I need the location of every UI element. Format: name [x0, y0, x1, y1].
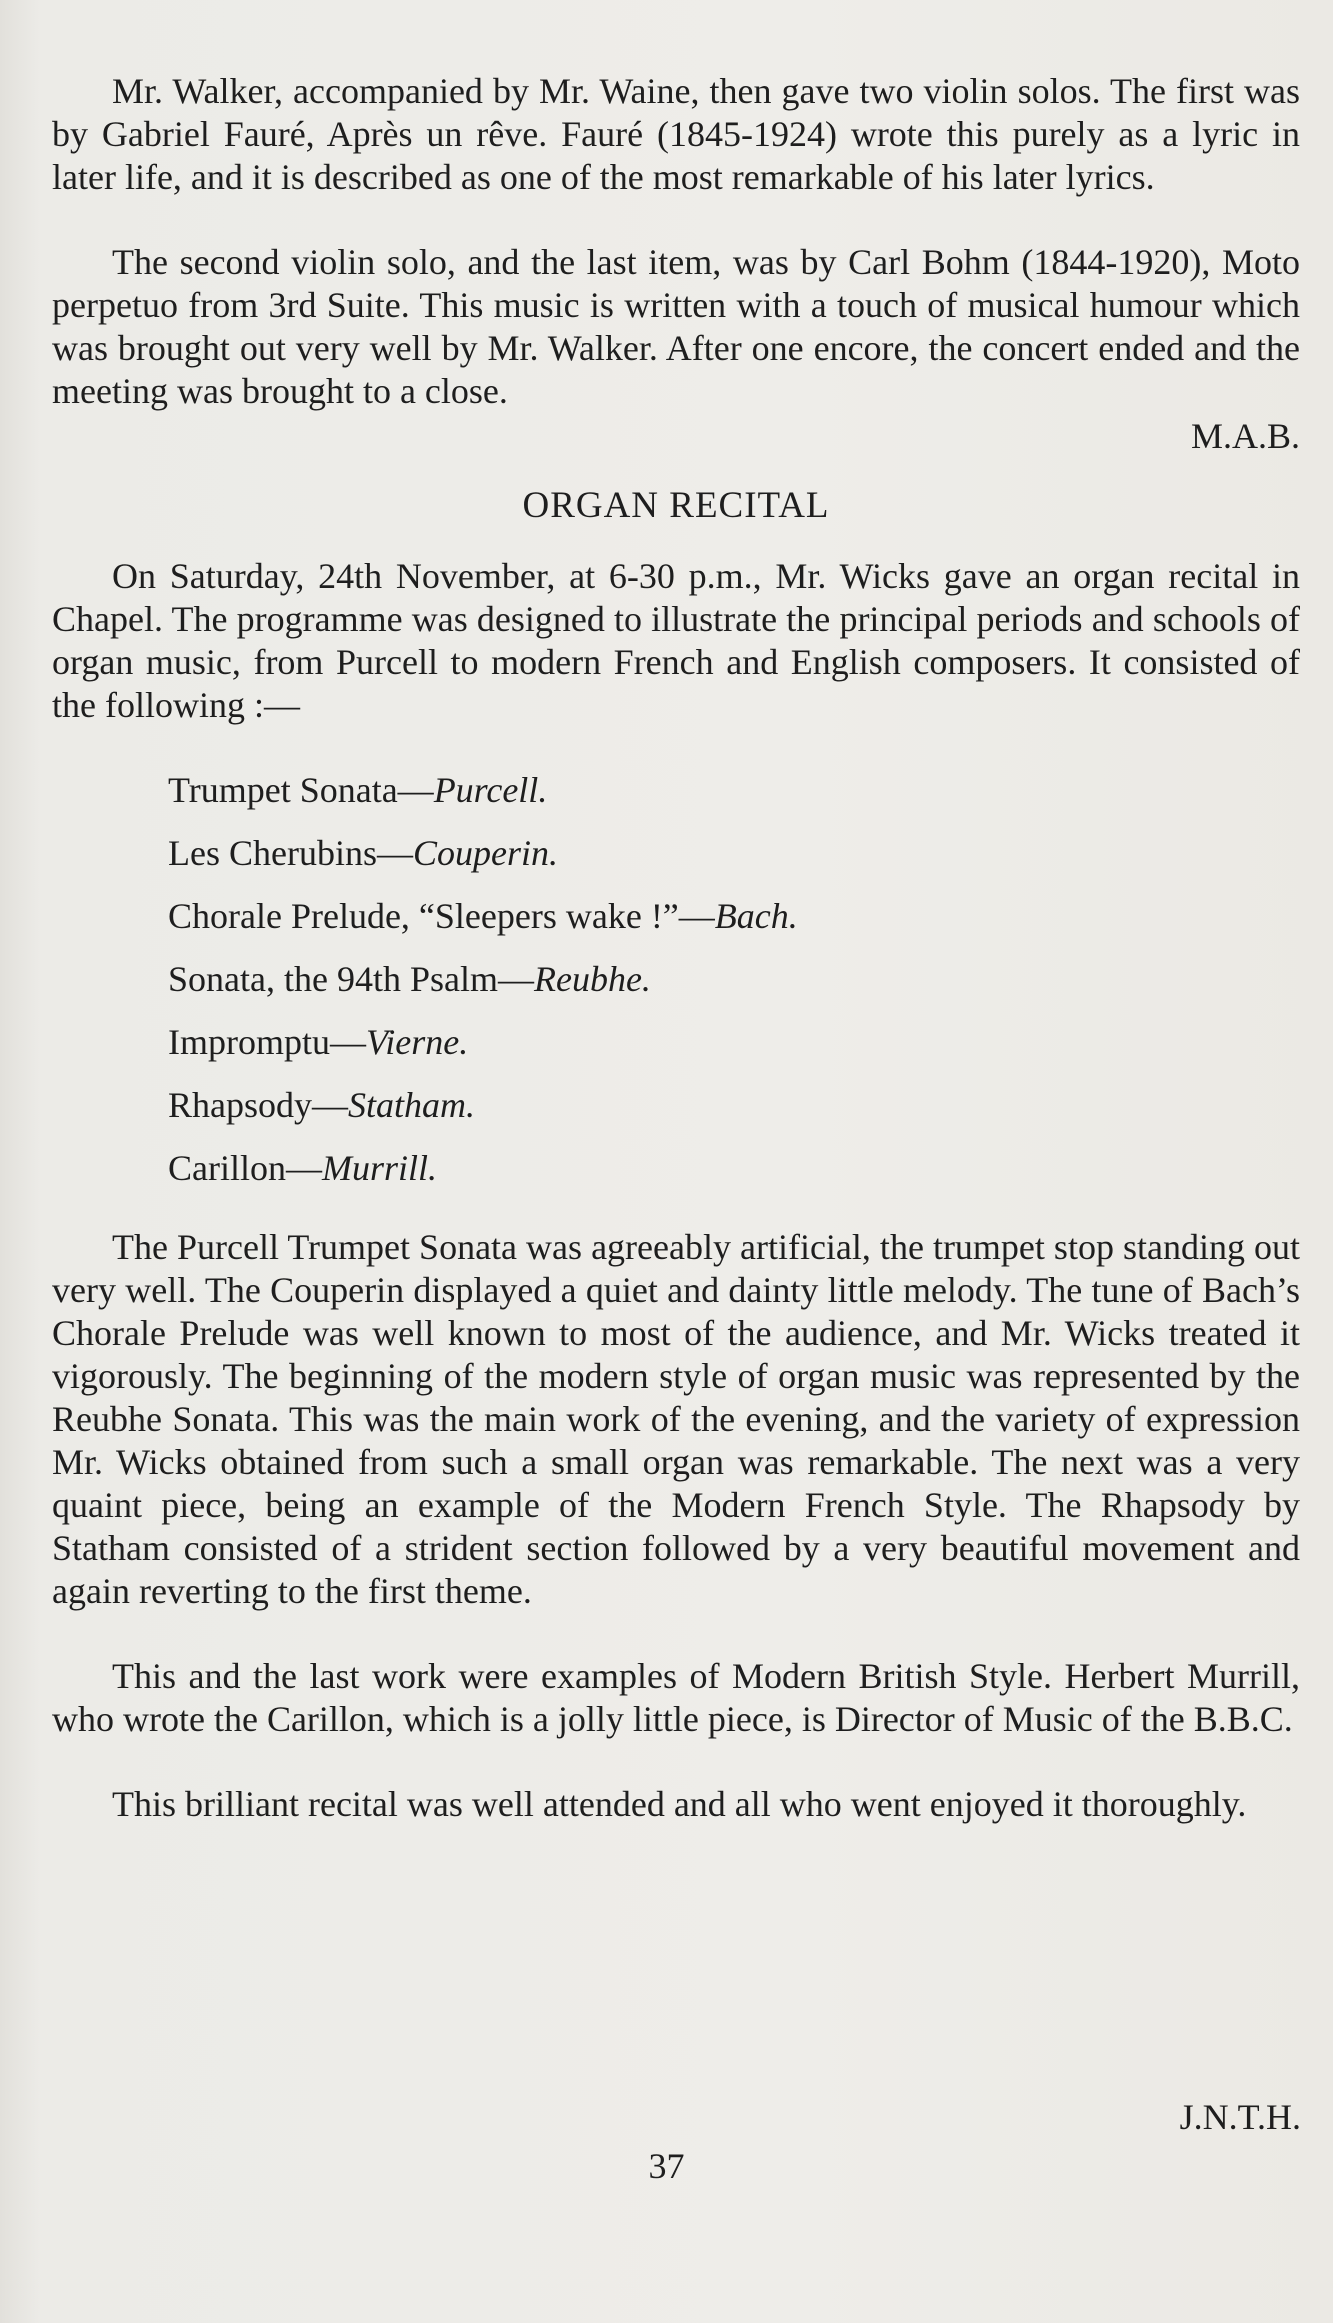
violin-solos-paragraph: Mr. Walker, accompanied by Mr. Waine, then gave two violin solos. The first was by Gabriel Fauré, Après un rêve. Fauré (1845-1924) wrote this purely as a lyric in later life, and it is described as one of the most remarkable of his later lyrics. [52, 71, 1300, 197]
programme-piece: Impromptu— [168, 1022, 366, 1062]
programme-item [168, 832, 1300, 875]
programme-item [168, 958, 1300, 1001]
closing-paragraph: This brilliant recital was well attended and all who went enjoyed it thoroughly. [112, 1784, 1247, 1824]
second-violin-solo-paragraph: The second violin solo, and the last item, was by Carl Bohm (1844-1920), Moto perpetuo from 3rd Suite. This music is written with a touch of musical humour which was brought out very well by Mr. Walker. After one encore, the concert ended and the meeting was brought to a close. [52, 242, 1300, 411]
section-heading-organ-recital: ORGAN RECITAL [522, 485, 830, 526]
programme-composer: Couperin. [412, 833, 558, 873]
recital-review-paragraph: The Purcell Trumpet Sonata was agreeably artificial, the trumpet stop standing out very well. The Couperin displayed a quiet and dainty little melody. The tune of Bach’s Chorale Prelude was well known to most of the audience, and Mr. Wicks treated it vigorously. The beginning of the modern style of organ music was represented by the Reubhe Sonata. This was the main work of the evening, and the variety of expression Mr. Wicks obtained from such a small organ was remarkable. The next was a very quaint piece, being an example of the Modern French Style. The Rhapsody by Statham consisted of a strident section followed by a very beautiful movement and again reverting to the first theme. [52, 1227, 1300, 1611]
programme-piece: Les Cherubins— [168, 833, 413, 873]
programme-list [52, 769, 1300, 1190]
programme-piece: Sonata, the 94th Psalm— [168, 959, 534, 999]
programme-composer: Statham. [348, 1085, 476, 1125]
programme-composer: Vierne. [365, 1022, 469, 1062]
modern-british-paragraph: This and the last work were examples of Modern British Style. Herbert Murrill, who wrote the Carillon, which is a jolly little piece, is Director of Music of the B.B.C. [52, 1656, 1300, 1739]
signature-mab: M.A.B. [1190, 416, 1300, 456]
programme-piece: Rhapsody— [168, 1085, 348, 1125]
programme-composer: Reubhe. [533, 959, 651, 999]
programme-composer: Murrill. [321, 1148, 437, 1188]
programme-composer: Purcell. [433, 770, 548, 810]
signature-jnth: J.N.T.H. [1179, 2097, 1301, 2137]
programme-piece: Carillon— [168, 1148, 322, 1188]
text-column [52, 70, 1300, 1868]
programme-composer: Bach. [714, 896, 798, 936]
programme-piece: Trumpet Sonata— [168, 770, 434, 810]
programme-piece: Chorale Prelude, “Sleepers wake !”— [168, 896, 715, 936]
programme-item [168, 1084, 1300, 1127]
programme-item [168, 769, 1300, 812]
programme-item [168, 1147, 1300, 1190]
recital-intro-paragraph: On Saturday, 24th November, at 6-30 p.m., Mr. Wicks gave an organ recital in Chapel. The programme was designed to illustrate the principal periods and schools of organ music, from Purcell to modern French and English composers. It consisted of the following :— [52, 556, 1300, 725]
page-number: 37 [648, 2146, 685, 2186]
programme-item [168, 895, 1300, 938]
programme-item [168, 1021, 1300, 1064]
